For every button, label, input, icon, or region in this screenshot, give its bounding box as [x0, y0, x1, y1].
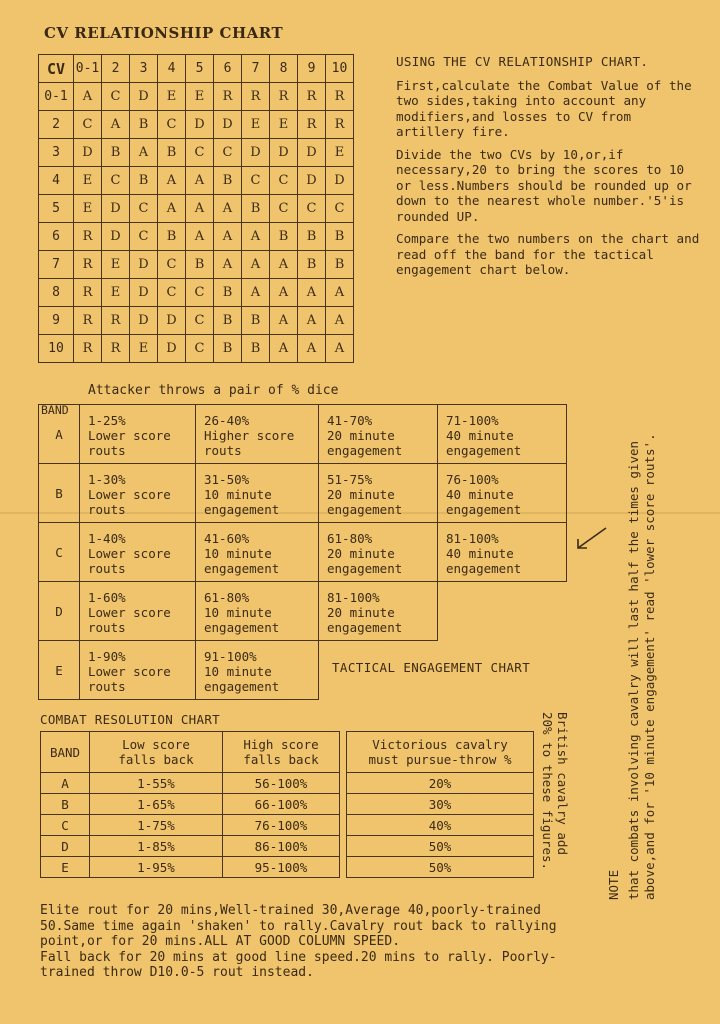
cv-cell: D [298, 167, 326, 195]
cell-range: 26-40% [204, 413, 250, 428]
cv-cell: E [326, 139, 354, 167]
cell-result: Lower score [88, 664, 171, 679]
cv-cell: C [102, 167, 130, 195]
cv-cell: C [74, 111, 102, 139]
cv-row-header: 2 [39, 111, 74, 139]
cv-cell: A [74, 83, 102, 111]
cv-cell: C [270, 195, 298, 223]
rout-rules [40, 903, 580, 981]
cell-result-detail: routs [204, 443, 242, 458]
tactical-band-cell [39, 523, 80, 582]
tactical-row [39, 582, 567, 641]
cv-cell: C [186, 335, 214, 363]
cv-row [39, 139, 354, 167]
cell-result-detail: engagement [446, 561, 522, 576]
cell-result-detail: engagement [204, 502, 280, 517]
cv-cell: D [130, 307, 158, 335]
cv-cell: E [270, 111, 298, 139]
cv-row-header: 0-1 [39, 83, 74, 111]
cell-range: 61-80% [327, 531, 373, 546]
cell-result: 20 minute [327, 487, 395, 502]
cv-column-header: 5 [186, 55, 214, 83]
cv-cell: A [242, 223, 270, 251]
cv-row [39, 251, 354, 279]
tactical-cell [80, 405, 196, 464]
cv-cell: B [270, 223, 298, 251]
cv-column-header: 9 [298, 55, 326, 83]
cv-cell: A [326, 279, 354, 307]
cv-cell: B [214, 279, 242, 307]
cv-column-header: 8 [270, 55, 298, 83]
pursuit-row [347, 794, 534, 815]
cv-column-header: 2 [102, 55, 130, 83]
cv-cell: B [298, 223, 326, 251]
cv-cell: B [326, 223, 354, 251]
cv-row-header: 9 [39, 307, 74, 335]
cell-result-detail: routs [88, 620, 126, 635]
cv-cell: E [158, 83, 186, 111]
cv-cell: A [298, 307, 326, 335]
cv-cell: B [214, 167, 242, 195]
cv-cell: B [102, 139, 130, 167]
combat-high: 76-100% [223, 815, 340, 836]
tactical-cell [80, 523, 196, 582]
combat-band: B [41, 794, 90, 815]
note-line-1: that combats involving cavalry will last half the times given [626, 440, 641, 900]
cell-result: 10 minute [204, 546, 272, 561]
cell-result-detail: engagement [204, 561, 280, 576]
cell-result: Lower score [88, 428, 171, 443]
tactical-cell [319, 582, 438, 641]
cv-cell: C [270, 167, 298, 195]
dice-caption: Attacker throws a pair of % dice [88, 383, 339, 398]
tactical-cell [196, 641, 319, 700]
rout-rules-para-2: Fall back for 20 mins at good line speed.20 mins to rally. Poorly-trained throw D10.0-5 rout instead. [40, 949, 557, 980]
combat-row [41, 815, 340, 836]
cv-column-header: 7 [242, 55, 270, 83]
cv-cell: R [74, 223, 102, 251]
tactical-cell [196, 464, 319, 523]
pursuit-value: 50% [347, 857, 534, 878]
combat-band: E [41, 857, 90, 878]
cv-cell: R [74, 279, 102, 307]
cell-result: 20 minute [327, 546, 395, 561]
cv-cell: A [130, 139, 158, 167]
cell-range: 51-75% [327, 472, 373, 487]
cv-row-header: 3 [39, 139, 74, 167]
cv-cell: C [130, 223, 158, 251]
cv-cell: B [242, 335, 270, 363]
cv-cell: R [102, 307, 130, 335]
cv-row-header: 7 [39, 251, 74, 279]
combat-low: 1-95% [90, 857, 223, 878]
cv-cell: C [102, 83, 130, 111]
cv-cell: E [130, 335, 158, 363]
note-line-2: above,and for '10 minute engagement' read 'lower score routs'. [642, 433, 657, 900]
band-letter: A [55, 426, 63, 442]
cv-cell: A [326, 307, 354, 335]
cv-row-header: 4 [39, 167, 74, 195]
cv-cell: R [326, 83, 354, 111]
cv-cell: E [74, 195, 102, 223]
cv-cell: B [298, 251, 326, 279]
cell-result-detail: engagement [204, 620, 280, 635]
tactical-cell [319, 464, 438, 523]
cv-cell: D [298, 139, 326, 167]
band-letter: C [55, 544, 63, 560]
cv-cell: R [298, 83, 326, 111]
instructions-step-3: Compare the two numbers on the chart and read off the band for the tactical engagement chart below. [396, 231, 700, 277]
cell-result: 20 minute [327, 605, 395, 620]
cv-cell: R [242, 83, 270, 111]
cell-result: 10 minute [204, 664, 272, 679]
cv-cell: D [242, 139, 270, 167]
cv-row [39, 83, 354, 111]
pursuit-table [346, 731, 534, 878]
combat-header-row [41, 732, 340, 773]
tactical-cell [80, 641, 196, 700]
cv-cell: C [186, 279, 214, 307]
cv-column-header: 4 [158, 55, 186, 83]
cell-result-detail: engagement [327, 561, 403, 576]
combat-band: A [41, 773, 90, 794]
cell-range: 1-60% [88, 590, 126, 605]
tactical-engagement-table [38, 404, 567, 700]
pursuit-row [347, 857, 534, 878]
cell-range: 91-100% [204, 649, 257, 664]
cell-result-detail: engagement [327, 620, 403, 635]
cv-cell: D [74, 139, 102, 167]
tactical-cell [319, 405, 438, 464]
cv-row [39, 307, 354, 335]
cell-range: 1-40% [88, 531, 126, 546]
cell-result-detail: routs [88, 443, 126, 458]
cv-corner-label: CV [39, 55, 74, 83]
cv-cell: A [270, 335, 298, 363]
cv-cell: D [130, 251, 158, 279]
cell-result-detail: engagement [446, 443, 522, 458]
cv-cell: R [74, 307, 102, 335]
cv-cell: A [186, 223, 214, 251]
combat-band: D [41, 836, 90, 857]
cell-result: Lower score [88, 487, 171, 502]
cv-cell: A [158, 195, 186, 223]
cell-result: Lower score [88, 546, 171, 561]
combat-resolution-title: COMBAT RESOLUTION CHART [40, 712, 220, 727]
cv-cell: R [326, 111, 354, 139]
cv-cell: D [186, 111, 214, 139]
instructions [396, 54, 701, 285]
cell-range: 31-50% [204, 472, 250, 487]
cv-cell: E [102, 251, 130, 279]
combat-band: C [41, 815, 90, 836]
cv-cell: C [326, 195, 354, 223]
band-header: BAND [41, 403, 69, 417]
note-label: NOTE [606, 869, 621, 900]
page-title: CV RELATIONSHIP CHART [44, 24, 284, 42]
cell-result: 20 minute [327, 428, 395, 443]
cv-cell: C [130, 195, 158, 223]
combat-resolution-table [40, 731, 340, 878]
cv-cell: A [214, 251, 242, 279]
cell-result: 40 minute [446, 487, 514, 502]
cv-cell: A [158, 167, 186, 195]
pursuit-header-row [347, 732, 534, 773]
combat-header-cell: BAND [41, 732, 90, 773]
tactical-cell [196, 405, 319, 464]
cv-cell: A [298, 279, 326, 307]
cv-column-header: 0-1 [74, 55, 102, 83]
cv-cell: A [214, 195, 242, 223]
cell-range: 61-80% [204, 590, 250, 605]
instructions-step-2: Divide the two CVs by 10,or,if necessary,20 to bring the scores to 10 or less.Numbers should be rounded up or down to the nearest whole number.'5'is rounded UP. [396, 146, 692, 224]
cell-result: 40 minute [446, 546, 514, 561]
cv-cell: D [158, 335, 186, 363]
cell-result: Higher score [204, 428, 295, 443]
instructions-step-1: First,calculate the Combat Value of the two sides,taking into account any modifiers,and losses to CV from artillery fire. [396, 77, 692, 139]
cv-cell: B [130, 167, 158, 195]
pursuit-value: 50% [347, 836, 534, 857]
tactical-cell [196, 523, 319, 582]
cv-cell: A [186, 167, 214, 195]
cell-result-detail: engagement [327, 502, 403, 517]
tactical-cell [80, 582, 196, 641]
tactical-cell [438, 405, 567, 464]
cv-row-header: 8 [39, 279, 74, 307]
tactical-cell [438, 464, 567, 523]
cv-cell: C [298, 195, 326, 223]
cv-cell: A [298, 335, 326, 363]
cell-result: 40 minute [446, 428, 514, 443]
combat-row [41, 836, 340, 857]
cv-cell: A [186, 195, 214, 223]
tactical-band-cell [39, 641, 80, 700]
tactical-cell [438, 523, 567, 582]
cv-cell: A [270, 307, 298, 335]
cv-cell: B [326, 251, 354, 279]
cv-row [39, 111, 354, 139]
cell-result-detail: routs [88, 561, 126, 576]
cell-result: Lower score [88, 605, 171, 620]
tactical-band-cell [39, 464, 80, 523]
cell-result-detail: engagement [204, 679, 280, 694]
cell-result-detail: engagement [446, 502, 522, 517]
cell-range: 81-100% [327, 590, 380, 605]
cv-cell: R [298, 111, 326, 139]
combat-row [41, 857, 340, 878]
pursuit-header-cell: Victorious cavalry must pursue-throw % [347, 732, 534, 773]
combat-header-cell: High score falls back [223, 732, 340, 773]
tactical-row [39, 464, 567, 523]
cv-cell: E [74, 167, 102, 195]
combat-row [41, 773, 340, 794]
cv-cell: C [186, 307, 214, 335]
cv-cell: C [158, 251, 186, 279]
cell-result-detail: engagement [327, 443, 403, 458]
cv-cell: B [242, 195, 270, 223]
cv-cell: E [242, 111, 270, 139]
cv-cell: B [158, 139, 186, 167]
cv-cell: A [326, 335, 354, 363]
tactical-row [39, 405, 567, 464]
cv-row [39, 279, 354, 307]
empty-cell [438, 582, 567, 641]
tactical-cell [196, 582, 319, 641]
combat-header-cell: Low score falls back [90, 732, 223, 773]
cell-result: 10 minute [204, 487, 272, 502]
tactical-cell [319, 523, 438, 582]
cv-cell: R [74, 251, 102, 279]
tactical-band-cell [39, 405, 80, 464]
cv-cell: E [186, 83, 214, 111]
cell-range: 71-100% [446, 413, 499, 428]
pursuit-value: 40% [347, 815, 534, 836]
combat-low: 1-75% [90, 815, 223, 836]
instructions-heading: USING THE CV RELATIONSHIP CHART. [396, 54, 649, 69]
cv-row-header: 6 [39, 223, 74, 251]
cv-cell: E [102, 279, 130, 307]
tactical-cell [80, 464, 196, 523]
cv-header-row [39, 55, 354, 83]
arrow-icon [574, 526, 608, 552]
pursuit-row [347, 836, 534, 857]
cv-cell: A [214, 223, 242, 251]
cv-cell: D [214, 111, 242, 139]
cv-cell: B [214, 335, 242, 363]
cv-cell: D [158, 307, 186, 335]
cell-range: 76-100% [446, 472, 499, 487]
cell-range: 81-100% [446, 531, 499, 546]
cv-relationship-table [38, 54, 354, 363]
rout-rules-para-1: Elite rout for 20 mins,Well-trained 30,Average 40,poorly-trained 50.Same time again 'shaken' to rally.Cavalry rout back to rallying point,or for 20 mins.ALL AT GOOD COLUMN SPEED. [40, 903, 557, 949]
combat-row [41, 794, 340, 815]
cv-cell: R [102, 335, 130, 363]
cv-cell: A [270, 279, 298, 307]
cv-row [39, 223, 354, 251]
cv-cell: C [214, 139, 242, 167]
cv-cell: D [270, 139, 298, 167]
cell-range: 1-25% [88, 413, 126, 428]
cv-cell: C [158, 279, 186, 307]
pursuit-row [347, 815, 534, 836]
cv-cell: B [186, 251, 214, 279]
cv-cell: A [242, 279, 270, 307]
cell-result: 10 minute [204, 605, 272, 620]
cv-row [39, 195, 354, 223]
cv-cell: A [270, 251, 298, 279]
band-letter: D [55, 603, 63, 619]
cv-cell: R [74, 335, 102, 363]
cv-cell: A [102, 111, 130, 139]
cv-cell: B [242, 307, 270, 335]
combat-high: 66-100% [223, 794, 340, 815]
cv-cell: D [130, 279, 158, 307]
cell-range: 41-60% [204, 531, 250, 546]
combat-high: 95-100% [223, 857, 340, 878]
cv-row-header: 10 [39, 335, 74, 363]
cv-column-header: 10 [326, 55, 354, 83]
tactical-band-cell [39, 582, 80, 641]
cell-range: 41-70% [327, 413, 373, 428]
cv-cell: D [102, 223, 130, 251]
combat-high: 86-100% [223, 836, 340, 857]
cv-row [39, 167, 354, 195]
pursuit-row [347, 773, 534, 794]
cv-cell: A [242, 251, 270, 279]
cv-cell: C [158, 111, 186, 139]
cv-cell: B [214, 307, 242, 335]
tactical-engagement-label: TACTICAL ENGAGEMENT CHART [332, 660, 531, 675]
cv-row-header: 5 [39, 195, 74, 223]
cv-cell: C [186, 139, 214, 167]
combat-low: 1-65% [90, 794, 223, 815]
cv-column-header: 6 [214, 55, 242, 83]
cv-row [39, 335, 354, 363]
cell-range: 1-90% [88, 649, 126, 664]
pursuit-value: 30% [347, 794, 534, 815]
pursuit-value: 20% [347, 773, 534, 794]
cell-result-detail: routs [88, 502, 126, 517]
cell-result-detail: routs [88, 679, 126, 694]
combat-low: 1-55% [90, 773, 223, 794]
combat-low: 1-85% [90, 836, 223, 857]
tactical-row [39, 523, 567, 582]
cv-column-header: 3 [130, 55, 158, 83]
combat-high: 56-100% [223, 773, 340, 794]
cv-cell: D [326, 167, 354, 195]
band-letter: E [55, 662, 63, 678]
cv-cell: R [270, 83, 298, 111]
cavalry-side-note [606, 433, 658, 900]
cv-cell: D [130, 83, 158, 111]
cv-cell: C [242, 167, 270, 195]
cv-cell: R [214, 83, 242, 111]
british-cavalry-note: British cavalry add 20% to these figures. [540, 712, 570, 871]
cv-cell: B [158, 223, 186, 251]
cv-cell: B [130, 111, 158, 139]
band-letter: B [55, 485, 63, 501]
cv-cell: D [102, 195, 130, 223]
cell-range: 1-30% [88, 472, 126, 487]
